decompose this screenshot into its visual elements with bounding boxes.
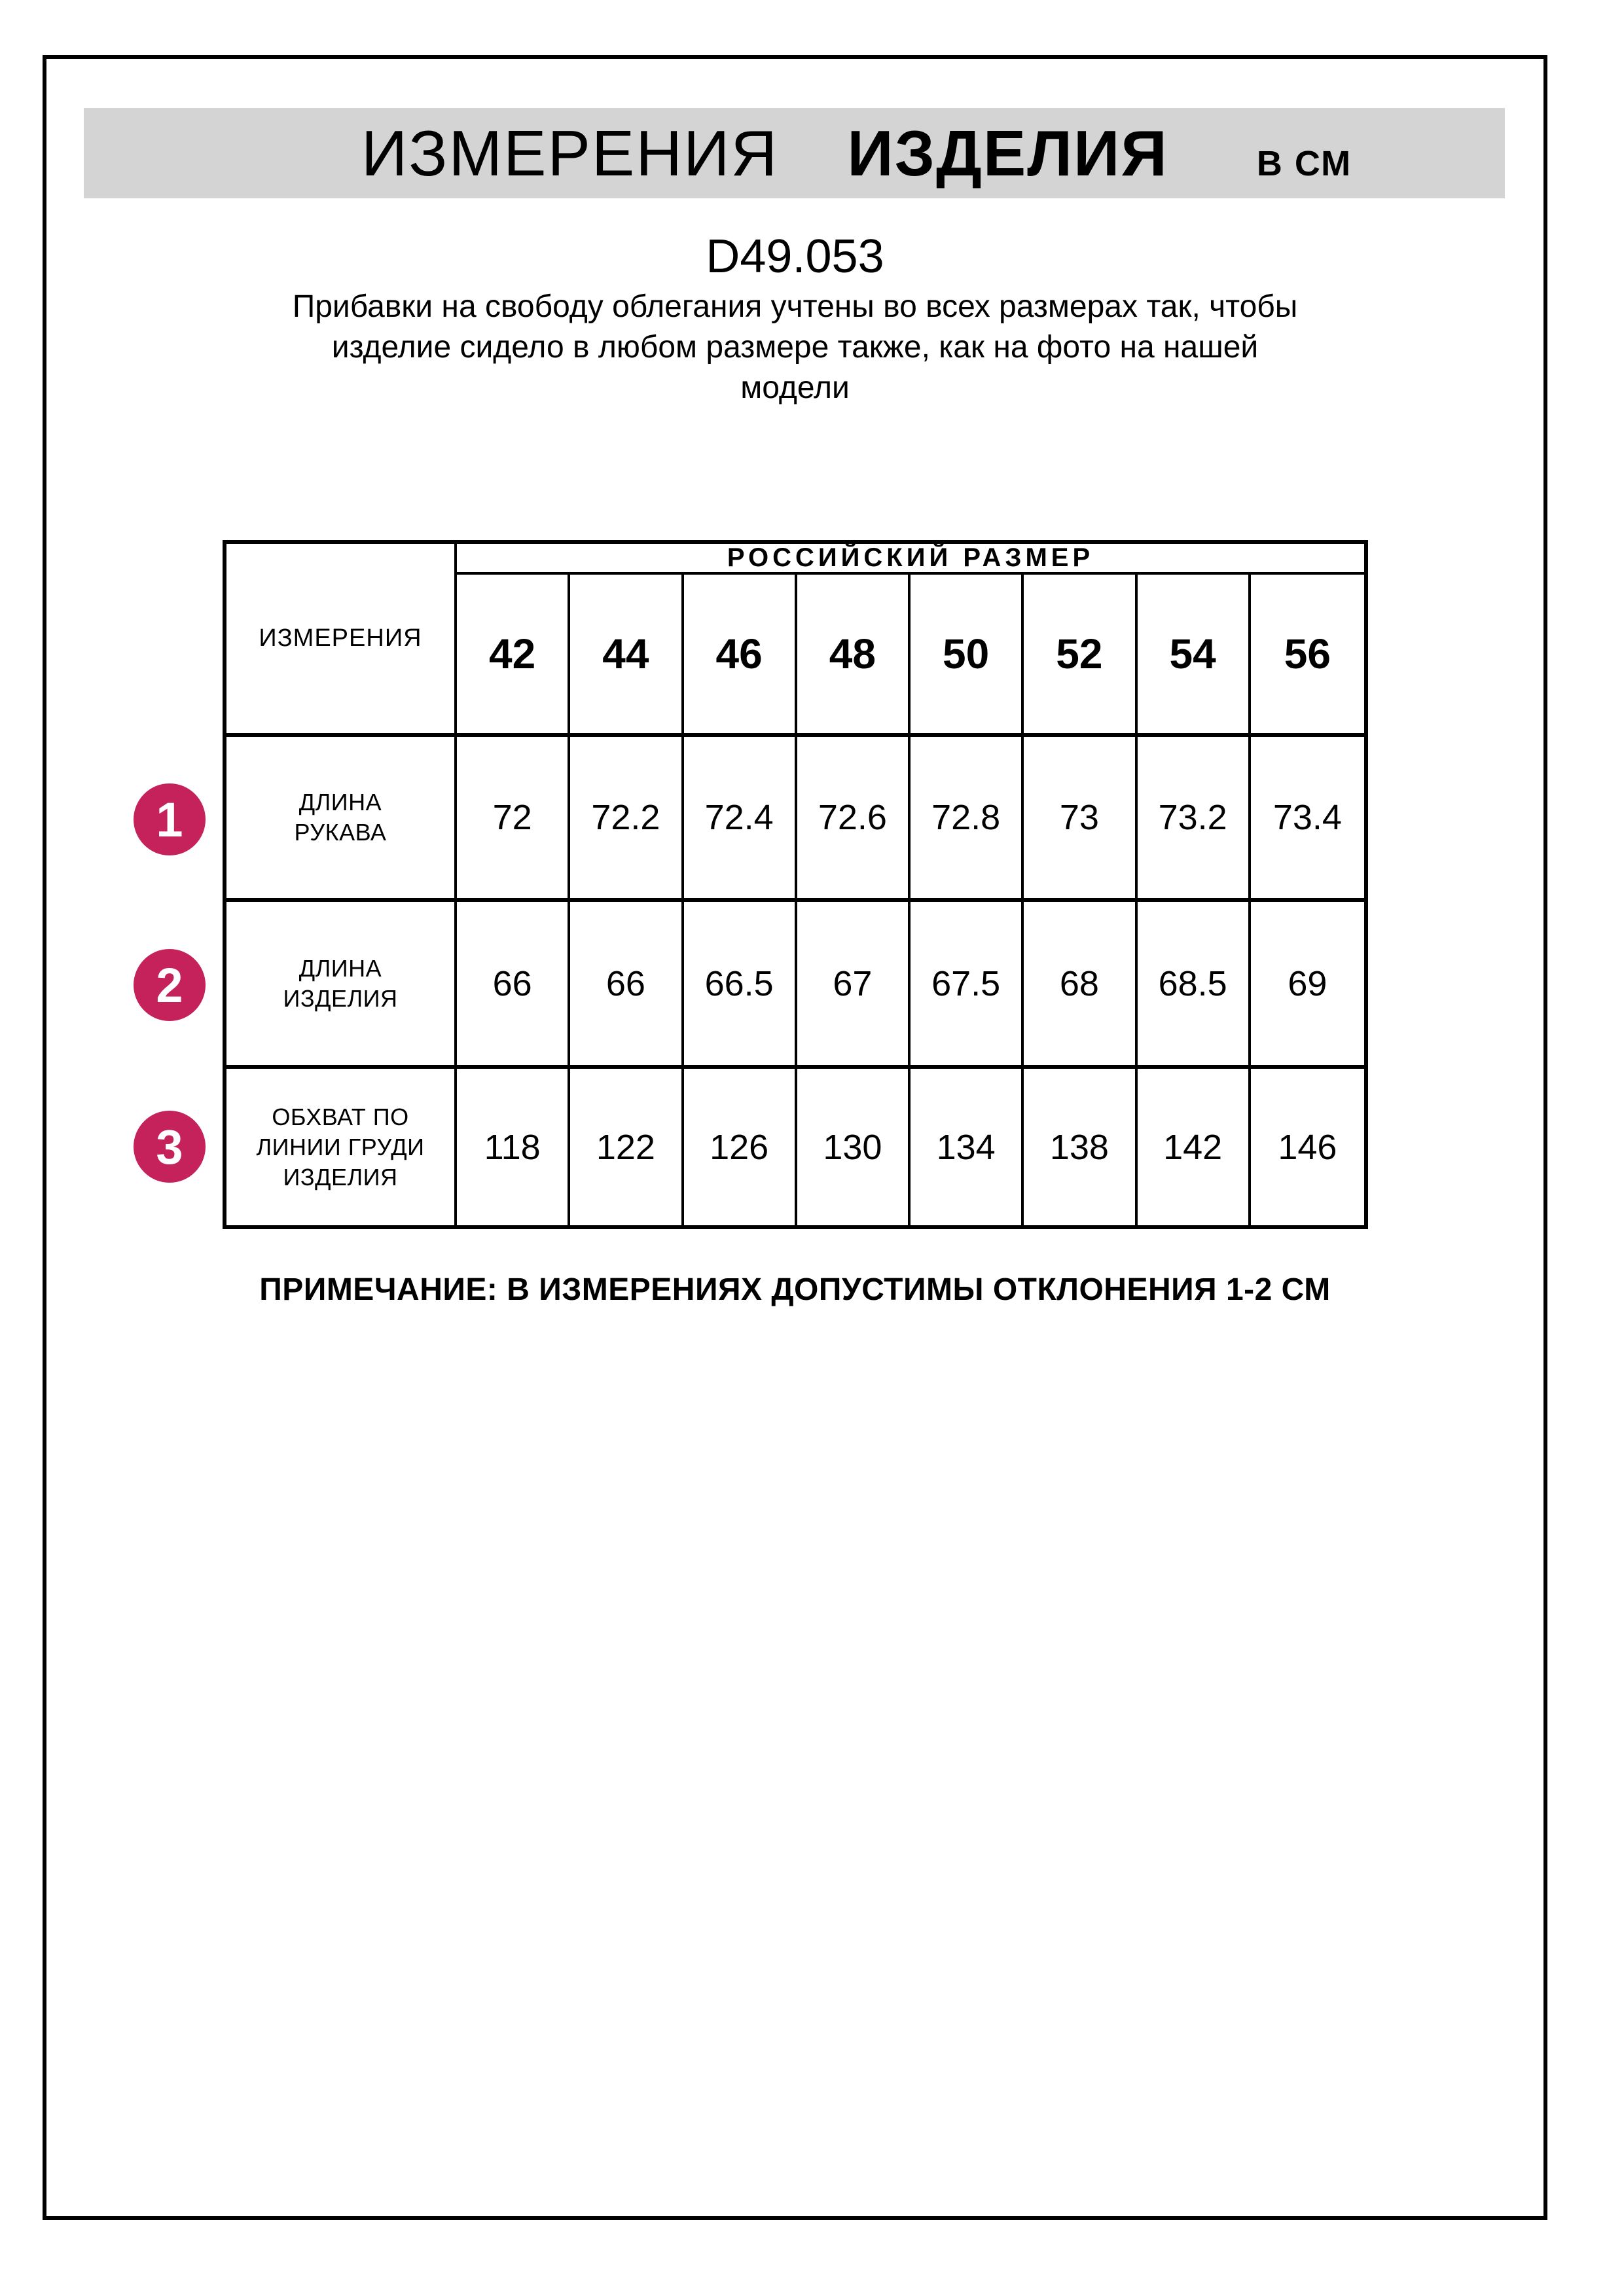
table-cell: 66 (457, 902, 570, 1069)
row-label-line: ЛИНИИ ГРУДИ (256, 1133, 425, 1160)
size-header-54: 54 (1138, 575, 1251, 737)
row-label-chest-girth (226, 1069, 457, 1225)
row-label-line: ДЛИНА (298, 954, 382, 982)
row-label-line: ИЗДЕЛИЯ (283, 1163, 398, 1191)
table-cell: 73.4 (1251, 737, 1364, 902)
title-band (84, 108, 1505, 198)
intro-paragraph (43, 287, 1547, 408)
table-cell: 142 (1138, 1069, 1251, 1225)
table-cell: 66 (570, 902, 683, 1069)
row-label-sleeve-length (226, 737, 457, 902)
table-cell: 118 (457, 1069, 570, 1225)
table-cell: 73 (1024, 737, 1137, 902)
size-header-50: 50 (911, 575, 1024, 737)
intro-line: Прибавки на свободу облегания учтены во всех размерах так, чтобы (292, 289, 1298, 324)
size-header-46: 46 (684, 575, 797, 737)
table-cell: 73.2 (1138, 737, 1251, 902)
row-number-badge-3: 3 (134, 1111, 206, 1183)
table-cell: 68 (1024, 902, 1137, 1069)
row-label-line: ОБХВАТ ПО (272, 1103, 409, 1130)
table-cell: 67 (797, 902, 911, 1069)
row-number-badge-2: 2 (134, 949, 206, 1021)
article-number: D49.053 (706, 230, 884, 283)
row-label-line: ИЗДЕЛИЯ (283, 984, 398, 1012)
size-header-56: 56 (1251, 575, 1364, 737)
table-cell: 72.6 (797, 737, 911, 902)
size-header-48: 48 (797, 575, 911, 737)
size-header-44: 44 (570, 575, 683, 737)
page-title-unit: В СМ (1256, 144, 1352, 183)
table-cell: 126 (684, 1069, 797, 1225)
size-header-42: 42 (457, 575, 570, 737)
intro-line: изделие сидело в любом размере также, как на фото на нашей (331, 330, 1259, 365)
table-cell: 67.5 (911, 902, 1024, 1069)
page-title-product: ИЗДЕЛИЯ (847, 117, 1168, 189)
row-label-product-length (226, 902, 457, 1069)
table-cell: 138 (1024, 1069, 1137, 1225)
intro-line: модели (740, 370, 850, 405)
size-header-52: 52 (1024, 575, 1137, 737)
table-cell: 146 (1278, 1127, 1337, 1167)
size-group-header-cell: РОССИЙСКИЙ РАЗМЕР (457, 544, 1364, 575)
table-cell: 68.5 (1138, 902, 1251, 1069)
table-cell: 69 (1251, 902, 1364, 1069)
corner-header-cell: ИЗМЕРЕНИЯ (226, 544, 457, 737)
row-label-line: ДЛИНА РУКАВА (294, 789, 387, 846)
table-cell: 72 (457, 737, 570, 902)
measurements-table (223, 540, 1368, 1229)
table-cell: 72.4 (684, 737, 797, 902)
table-cell: 72.8 (911, 737, 1024, 902)
page-title-measurements: ИЗМЕРЕНИЯ (361, 117, 779, 189)
table-cell: 72.2 (570, 737, 683, 902)
table-cell: 134 (911, 1069, 1024, 1225)
tolerance-note: ПРИМЕЧАНИЕ: В ИЗМЕРЕНИЯХ ДОПУСТИМЫ ОТКЛОНЕНИЯ 1-2 СМ (259, 1272, 1331, 1307)
table-cell: 122 (570, 1069, 683, 1225)
table-cell: 66.5 (684, 902, 797, 1069)
table-cell: 130 (797, 1069, 911, 1225)
row-number-badge-1: 1 (134, 783, 206, 855)
